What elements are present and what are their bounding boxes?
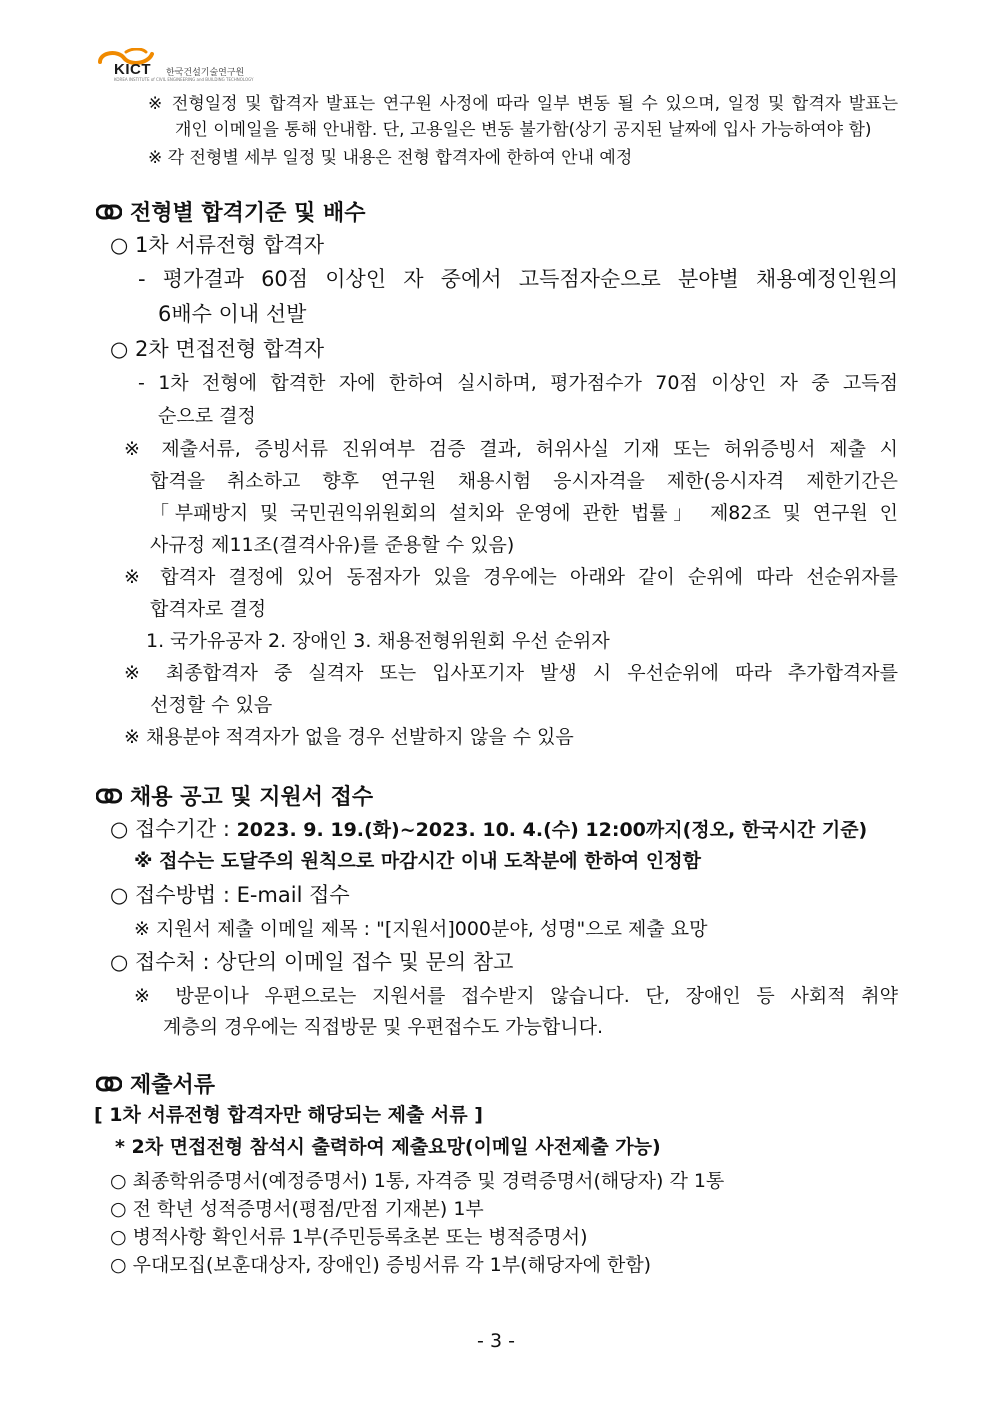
schedule-note2: ※ 각 전형별 세부 일정 및 내용은 전형 합격자에 한하여 안내 예정 <box>148 148 633 168</box>
kict-logo <box>96 48 296 82</box>
logo-korean-name: 한국건설기술연구원 <box>166 68 245 78</box>
page-number: - 3 - <box>477 1330 515 1352</box>
false-document-note-line3: 「부패방지 및 국민권익위원회의 설치와 운영에 관한 법률」 제82조 및 연구원 인 <box>150 502 898 524</box>
section-heading-documents <box>96 1068 215 1099</box>
application-method: ○ 접수방법 : E-mail 접수 <box>110 883 350 907</box>
section-title: 채용 공고 및 지원서 접수 <box>130 785 374 810</box>
false-document-note-line2: 합격을 취소하고 향후 연구원 채용시험 응시자격을 제한(응시자격 제한기간은 <box>150 470 898 492</box>
section-heading-application <box>96 780 373 811</box>
false-document-note-line1: ※ 제출서류, 증빙서류 진위여부 검증 결과, 허위사실 기재 또는 허위증빙서 제출 시 <box>124 438 898 460</box>
logo-english-name: KOREA INSTITUTE of CIVIL ENGINEERING and BUILDING TECHNOLOGY <box>114 77 254 82</box>
second-round-desc-line1: - 1차 전형에 합격한 자에 한하여 실시하며, 평가점수가 70점 이상인 자 중 고득점 <box>138 372 898 394</box>
application-method-note: ※ 지원서 제출 이메일 제목 : "[지원서]000분야, 성명"으로 제출 요망 <box>134 918 708 940</box>
first-round-desc-line2: 6배수 이내 선발 <box>158 302 307 326</box>
application-period-label: ○ 접수기간 : <box>110 817 237 841</box>
no-qualified-note: ※ 채용분야 적격자가 없을 경우 선발하지 않을 수 있음 <box>124 726 574 748</box>
false-document-note-line4: 사규정 제11조(결격사유)를 준용할 수 있음) <box>150 534 515 556</box>
schedule-note-line2: 개인 이메일을 통해 안내함. 단, 고용일은 변동 불가함(상기 공지된 날짜에 입사 가능하여야 함) <box>175 120 872 140</box>
documents-subnote: * 2차 면접전형 참석시 출력하여 제출요망(이메일 사전제출 가능) <box>115 1136 661 1158</box>
application-place: ○ 접수처 : 상단의 이메일 접수 및 문의 참고 <box>110 950 514 974</box>
first-round-title: ○ 1차 서류전형 합격자 <box>110 233 324 257</box>
section-title: 제출서류 <box>130 1073 216 1098</box>
additional-pass-note-line1: ※ 최종합격자 중 실격자 또는 입사포기자 발생 시 우선순위에 따라 추가합격자를 <box>124 662 898 684</box>
tie-break-note-line2: 합격자로 결정 <box>150 598 267 620</box>
section-heading-pass-criteria <box>96 196 366 227</box>
link-chain-icon <box>96 204 122 220</box>
documents-subtitle: [ 1차 서류전형 합격자만 해당되는 제출 서류 ] <box>94 1104 483 1126</box>
application-period-note: ※ 접수는 도달주의 원칙으로 마감시간 이내 도착분에 한하여 인정함 <box>134 850 701 872</box>
first-round-desc-line1: - 평가결과 60점 이상인 자 중에서 고득점자순으로 분야별 채용예정인원의 <box>138 267 898 291</box>
second-round-desc-line2: 순으로 결정 <box>158 405 256 427</box>
document-item: ○ 병적사항 확인서류 1부(주민등록초본 또는 병적증명서) <box>110 1226 588 1248</box>
second-round-title: ○ 2차 면접전형 합격자 <box>110 337 324 361</box>
schedule-note-line1: ※ 전형일정 및 합격자 발표는 연구원 사정에 따라 일부 변동 될 수 있으며, 일정 및 합격자 발표는 <box>148 94 898 114</box>
tie-break-note-line1: ※ 합격자 결정에 있어 동점자가 있을 경우에는 아래와 같이 순위에 따라 선순위자를 <box>124 566 898 588</box>
additional-pass-note-line2: 선정할 수 있음 <box>150 694 273 716</box>
application-place-note-line1: ※ 방문이나 우편으로는 지원서를 접수받지 않습니다. 단, 장애인 등 사회적 취약 <box>134 985 898 1007</box>
logo-text: KICT <box>114 61 151 78</box>
link-chain-icon <box>96 788 122 804</box>
section-title: 전형별 합격기준 및 배수 <box>130 201 366 226</box>
link-chain-icon <box>96 1076 122 1092</box>
document-item: ○ 우대모집(보훈대상자, 장애인) 증빙서류 각 1부(해당자에 한함) <box>110 1254 652 1276</box>
application-period-value: 2023. 9. 19.(화)~2023. 10. 4.(수) 12:00까지(정오, 한국시간 기준) <box>236 819 868 841</box>
application-place-note-line2: 계층의 경우에는 직접방문 및 우편접수도 가능합니다. <box>163 1016 604 1038</box>
document-item: ○ 최종학위증명서(예정증명서) 1통, 자격증 및 경력증명서(해당자) 각 1통 <box>110 1170 725 1192</box>
document-item: ○ 전 학년 성적증명서(평점/만점 기재본) 1부 <box>110 1198 484 1220</box>
application-period <box>110 817 867 842</box>
tie-break-ranking: 1. 국가유공자 2. 장애인 3. 채용전형위원회 우선 순위자 <box>146 630 610 652</box>
